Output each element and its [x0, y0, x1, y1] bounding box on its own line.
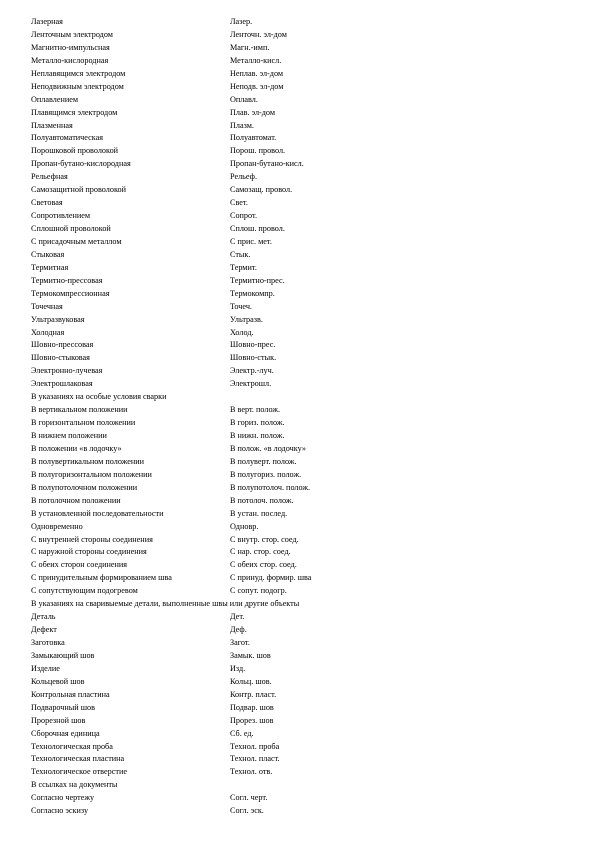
term-text: В горизонтальном положении: [31, 418, 136, 428]
term-text: Электрошлаковая: [31, 379, 93, 389]
list-item: [31, 262, 571, 275]
abbreviation-text: В устан. послед.: [230, 508, 288, 518]
abbreviation-text: Лазер.: [230, 17, 253, 26]
term-text: С внутренней стороны соединения: [31, 534, 153, 544]
abbreviation-text: В потолоч. полож.: [230, 495, 294, 505]
term-text: Световая: [31, 198, 63, 208]
abbreviation-text: Дет.: [230, 612, 245, 622]
term-text: Кольцевой шов: [31, 676, 85, 686]
abbreviation-text: В гориз. полож.: [230, 418, 285, 428]
term-text: Сопротивлением: [31, 211, 91, 221]
term-text: Шовно-стыковая: [31, 353, 90, 363]
abbreviation-text: Электрошл.: [230, 379, 272, 389]
list-item: [31, 456, 571, 469]
abbreviation-text: Порош. провол.: [230, 146, 286, 156]
list-item: [31, 68, 571, 81]
list-item: [31, 430, 571, 443]
abbreviation-text: Неподв. эл-дом: [230, 81, 284, 91]
term-text: Согласно эскизу: [31, 806, 89, 816]
term-text: Сплошной проволокой: [31, 224, 111, 233]
abbreviation-text: Согл. эск.: [230, 806, 264, 816]
list-item: [31, 81, 571, 94]
abbreviation-text: Шовно-прес.: [230, 340, 276, 350]
abbreviation-text: Неплав. эл-дом: [230, 68, 284, 78]
term-text: Технологическая проба: [31, 741, 113, 751]
term-text: Рельефная: [31, 172, 68, 182]
term-text: Заготовка: [31, 638, 65, 647]
abbreviation-text: С принуд. формир. шва: [230, 573, 312, 583]
abbreviation-text: Оплавл.: [230, 94, 258, 104]
list-item: [31, 728, 571, 741]
list-item: [31, 107, 571, 120]
term-text: Точечная: [31, 301, 63, 311]
abbreviation-text: Точеч.: [230, 301, 252, 311]
list-item: [31, 792, 571, 805]
abbreviation-text: С сопут. подогр.: [230, 586, 287, 596]
list-item: [31, 120, 571, 133]
abbreviation-text: Прорез. шов: [230, 715, 274, 725]
abbreviation-text: Загот.: [230, 638, 250, 647]
term-text: С принудительным формированием шва: [31, 573, 172, 583]
term-text: В полувертикальном положении: [31, 456, 145, 466]
list-item: [31, 482, 571, 495]
abbreviation-text: Контр. пласт.: [230, 689, 277, 699]
abbreviation-text: Одновр.: [230, 521, 259, 531]
abbreviation-text: Сплош. провол.: [230, 224, 285, 233]
abbreviation-text: Термокомпр.: [230, 288, 275, 298]
term-text: Магнитно-импульсная: [31, 42, 110, 52]
list-item: [31, 469, 571, 482]
section-heading: [31, 598, 571, 611]
abbreviation-text: Плав. эл-дом: [230, 107, 276, 117]
list-item: [31, 495, 571, 508]
list-item: [31, 94, 571, 107]
abbreviation-text: В верт. полож.: [230, 405, 281, 415]
term-text: Термитная: [31, 262, 69, 272]
list-item: [31, 572, 571, 585]
abbreviation-text: В нижн. полож.: [230, 431, 285, 440]
list-item: [31, 288, 571, 301]
list-item: [31, 702, 571, 715]
list-item: [31, 314, 571, 327]
list-item: [31, 301, 571, 314]
term-text: Металло-кислородная: [31, 55, 109, 65]
list-item: [31, 521, 571, 534]
abbreviation-text: Ультразв.: [230, 314, 263, 324]
list-item: [31, 184, 571, 197]
list-item: [31, 676, 571, 689]
list-item: [31, 585, 571, 598]
list-item: [31, 171, 571, 184]
abbreviation-text: Согл. черт.: [230, 793, 268, 803]
list-item: [31, 753, 571, 766]
list-item: [31, 339, 571, 352]
abbreviation-text: Изд.: [230, 663, 246, 673]
abbreviation-text: Технол. проба: [230, 741, 280, 751]
list-item: [31, 210, 571, 223]
abbreviation-text: Плазм.: [230, 120, 254, 130]
list-item: [31, 624, 571, 637]
term-text: Технологическая пластина: [31, 754, 125, 764]
list-item: [31, 404, 571, 417]
list-item: [31, 805, 571, 818]
list-item: [31, 249, 571, 262]
abbreviation-text: С внутр. стор. соед.: [230, 534, 299, 544]
term-text: Оплавлением: [31, 94, 79, 104]
list-item: [31, 42, 571, 55]
abbreviation-text: Магн.-имп.: [230, 42, 270, 52]
list-item: [31, 689, 571, 702]
list-item: [31, 559, 571, 572]
term-text: В потолочном положении: [31, 495, 121, 505]
term-text: Термитно-прессовая: [31, 275, 103, 285]
abbreviation-text: Термит.: [230, 262, 257, 272]
term-text: В установленной последовательности: [31, 508, 164, 518]
term-text: В положении «в лодочку»: [31, 443, 122, 453]
abbreviation-text: С обеих стор. соед.: [230, 560, 297, 570]
term-text: Ультразвуковая: [31, 314, 85, 324]
list-item: [31, 352, 571, 365]
abbreviation-text: Сопрот.: [230, 211, 258, 221]
term-text: Изделие: [31, 663, 60, 673]
term-text: Электронно-лучевая: [31, 366, 103, 376]
term-text: В указаниях на сваривыемые детали, выполненные швы или другие объекты: [31, 599, 300, 609]
abbreviation-text: Электр.-луч.: [230, 366, 274, 376]
list-item: [31, 378, 571, 391]
list-item: [31, 132, 571, 145]
term-text: Стыковая: [31, 249, 65, 259]
abbreviation-text: Рельеф.: [230, 172, 257, 182]
list-item: [31, 327, 571, 340]
list-item: [31, 546, 571, 559]
list-item: [31, 158, 571, 171]
term-text: В ссылках на документы: [31, 780, 118, 790]
abbreviation-text: В полупотолоч. полож.: [230, 482, 311, 492]
abbreviation-text: С нар. стор. соед.: [230, 547, 291, 557]
list-item: [31, 29, 571, 42]
list-item: [31, 766, 571, 779]
term-text: Пропан-бутано-кислородная: [31, 159, 131, 169]
term-text: Плавящимся электродом: [31, 107, 118, 117]
list-item: [31, 741, 571, 754]
term-text: С наружной стороны соединения: [31, 547, 147, 557]
section-heading: [31, 779, 571, 792]
term-text: В полупотолочном положении: [31, 482, 138, 492]
abbreviation-text: Замык. шов: [230, 650, 271, 660]
list-item: [31, 197, 571, 210]
term-text: Дефект: [31, 625, 57, 635]
term-text: Плазменная: [31, 120, 73, 130]
term-text: В нижнем положении: [31, 431, 107, 440]
abbreviation-text: С прис. мет.: [230, 236, 272, 246]
term-text: Деталь: [31, 612, 56, 622]
list-item: [31, 365, 571, 378]
term-text: Термокомпрессионная: [31, 288, 110, 298]
list-item: [31, 145, 571, 158]
term-text: Подварочный шов: [31, 702, 95, 712]
abbreviation-text: Полуавтомат.: [230, 133, 277, 143]
term-text: Сборочная единица: [31, 728, 100, 738]
list-item: [31, 443, 571, 456]
abbreviation-text: Технол. отв.: [230, 767, 273, 777]
abbreviation-text: Кольц. шов.: [230, 676, 272, 686]
abbreviation-text: В полуверт. полож.: [230, 456, 297, 466]
abbreviation-text: Технол. пласт.: [230, 754, 280, 764]
term-text: Неподвижным электродом: [31, 81, 124, 91]
term-text: В вертикальном положении: [31, 405, 128, 415]
term-text: Самозащитной проволокой: [31, 185, 126, 195]
term-text: Замыкающий шов: [31, 650, 95, 660]
abbreviation-text: Пропан-бутано-кисл.: [230, 159, 304, 169]
term-text: Неплавящимся электродом: [31, 68, 126, 78]
list-item: [31, 715, 571, 728]
term-text: В полугоризонтальном положении: [31, 469, 152, 479]
term-text: С сопутствующим подогревом: [31, 586, 138, 596]
term-text: Прорезной шов: [31, 715, 86, 725]
list-item: [31, 508, 571, 521]
list-item: [31, 417, 571, 430]
term-text: Согласно чертежу: [31, 793, 95, 803]
list-item: [31, 55, 571, 68]
term-text: С присадочным металлом: [31, 236, 122, 246]
abbreviation-text: Деф.: [230, 625, 247, 635]
abbreviation-text: Стык.: [230, 249, 251, 259]
abbreviation-list: [31, 16, 571, 818]
list-item: [31, 223, 571, 236]
term-text: Лазерная: [31, 17, 63, 26]
abbreviation-text: В полож. «в лодочку»: [230, 443, 306, 453]
abbreviation-text: В полугориз. полож.: [230, 469, 302, 479]
abbreviation-text: Подвар. шов: [230, 702, 274, 712]
abbreviation-text: Самозащ. провол.: [230, 185, 293, 195]
term-text: Полуавтоматическая: [31, 133, 104, 143]
abbreviation-text: Ленточн. эл-дом: [230, 29, 287, 39]
abbreviation-text: Холод.: [230, 327, 254, 337]
list-item: [31, 275, 571, 288]
term-text: Технологическое отверстие: [31, 767, 127, 777]
abbreviation-text: Сб. ед.: [230, 728, 254, 738]
list-item: [31, 236, 571, 249]
list-item: [31, 637, 571, 650]
list-item: [31, 16, 571, 29]
list-item: [31, 650, 571, 663]
term-text: Контрольная пластина: [31, 689, 110, 699]
term-text: Холодная: [31, 327, 65, 337]
abbreviation-text: Шовно-стык.: [230, 353, 277, 363]
term-text: В указаниях на особые условия сварки: [31, 392, 167, 402]
term-text: С обеих сторон соединения: [31, 560, 128, 570]
abbreviation-text: Термитно-прес.: [230, 275, 285, 285]
term-text: Порошковой проволокой: [31, 146, 119, 156]
list-item: [31, 663, 571, 676]
list-item: [31, 534, 571, 547]
section-heading: [31, 391, 571, 404]
abbreviation-text: Свет.: [230, 198, 248, 208]
term-text: Одновременно: [31, 521, 83, 531]
list-item: [31, 611, 571, 624]
abbreviation-text: Металло-кисл.: [230, 55, 282, 65]
term-text: Шовно-прессовая: [31, 340, 94, 350]
term-text: Ленточным электродом: [31, 29, 113, 39]
